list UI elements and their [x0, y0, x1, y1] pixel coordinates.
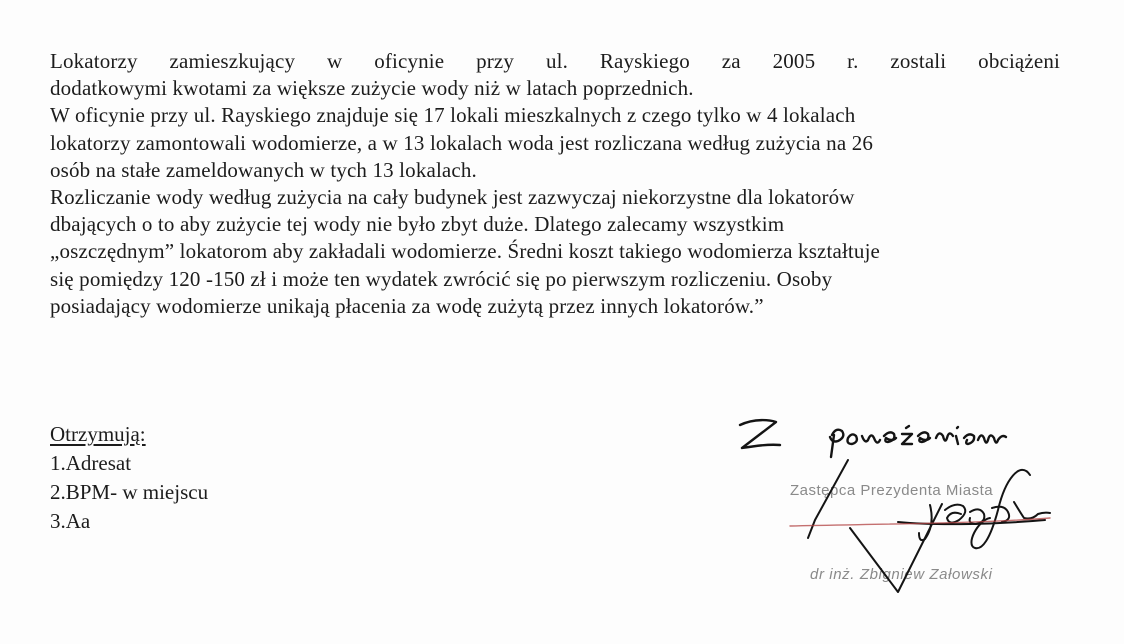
- paragraph-3-line-4: się pomiędzy 120 -150 zł i może ten wydatek zwrócić się po pierwszym rozliczeniu. Osoby: [50, 266, 833, 291]
- paragraph-3-line-2: dbających o to aby zużycie tej wody nie było zbyt duże. Dlatego zalecamy wszystkim: [50, 212, 785, 237]
- paragraph-1-line-1-word: zostali: [890, 49, 947, 73]
- letter-body: [50, 48, 1060, 320]
- paragraph-2-line-3: osób na stałe zameldowanych w tych 13 lokalach.: [50, 157, 477, 182]
- paragraph-1-line-1-word: przy: [476, 49, 515, 73]
- paragraph-1-line-1-word: Lokatorzy: [50, 49, 138, 73]
- paragraph-1-line-1-word: r.: [847, 49, 859, 73]
- paragraph-2-line-2: lokatorzy zamontowali wodomierze, a w 13 lokalach woda jest rozliczana według zużycia na 26: [50, 130, 874, 155]
- paragraph-1-line-1: [50, 48, 1060, 75]
- paragraph-1-line-1-word: zamieszkujący: [169, 49, 296, 73]
- paragraph-1-line-1-word: za: [721, 49, 741, 73]
- paragraph-3-line-1: Rozliczanie wody według zużycia na cały budynek jest zazwyczaj niekorzystne dla lokatorów: [50, 185, 855, 210]
- recipients-heading: Otrzymują:: [50, 422, 146, 446]
- recipient-item: 3.Aa: [50, 509, 91, 533]
- stamp-name: dr inż. Zbigniew Załowski: [810, 566, 993, 583]
- recipients-list: [50, 420, 208, 536]
- paragraph-1-line-1-word: w: [327, 49, 343, 73]
- paragraph-2-line-1: W oficynie przy ul. Rayskiego znajduje się 17 lokali mieszkalnych z czego tylko w 4 lokalach: [50, 103, 856, 128]
- handwritten-signature: [720, 400, 1100, 620]
- paragraph-3-line-5: posiadający wodomierze unikają płacenia za wodę zużytą przez innych lokatorów.”: [50, 293, 764, 318]
- paragraph-1-line-1-word: Rayskiego: [599, 49, 690, 73]
- paragraph-1-line-1-word: 2005: [772, 49, 816, 73]
- recipient-item: 2.BPM- w miejscu: [50, 480, 209, 504]
- paragraph-1-line-1-word: oficynie: [374, 49, 445, 73]
- paragraph-1-line-1-word: obciążeni: [978, 49, 1060, 73]
- handwritten-greeting: [740, 420, 1006, 457]
- recipient-item: 1.Adresat: [50, 451, 132, 475]
- paragraph-1-line-2: dodatkowymi kwotami za większe zużycie wody niż w latach poprzednich.: [50, 76, 694, 101]
- signature-block: [720, 400, 1100, 620]
- paragraph-1-line-1-word: ul.: [545, 49, 568, 73]
- stamp-title: Zastępca Prezydenta Miasta: [790, 482, 994, 499]
- paragraph-3-line-3: „oszczędnym” lokatorom aby zakładali wodomierze. Średni koszt takiego wodomierza kształtuje: [50, 239, 881, 264]
- signature-strokes: [808, 460, 1050, 592]
